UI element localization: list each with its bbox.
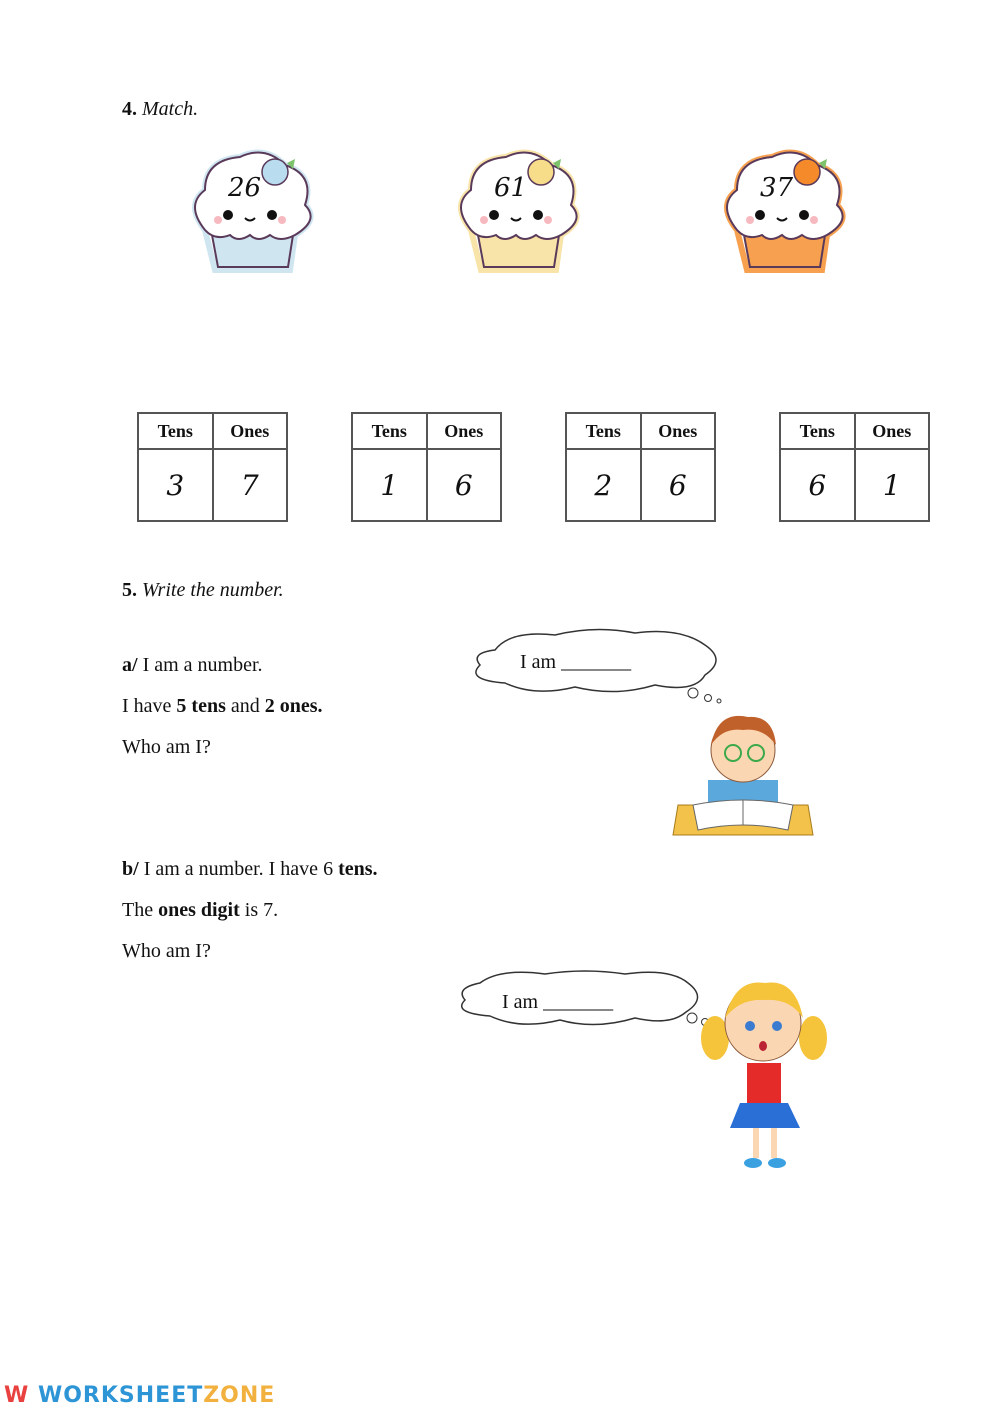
tens-header: Tens — [138, 413, 213, 449]
cupcake-number: 37 — [760, 173, 794, 203]
text-bold: 2 ones. — [264, 695, 323, 717]
riddle-b-line3: Who am I? — [122, 940, 211, 962]
place-value-table[interactable] — [779, 412, 930, 522]
tens-header: Tens — [352, 413, 427, 449]
tens-value: 6 — [780, 449, 855, 521]
tens-header: Tens — [780, 413, 855, 449]
ones-value: 6 — [427, 449, 502, 521]
question-number: 5. — [122, 579, 137, 601]
cupcake-card[interactable] — [712, 145, 852, 285]
riddle-b-line2 — [122, 899, 278, 922]
text: and — [225, 695, 265, 717]
question-5-heading — [122, 579, 284, 602]
cupcake-number: 61 — [494, 173, 528, 203]
riddle-label: b/ — [122, 858, 139, 880]
question-number: 4. — [122, 98, 137, 120]
text: I am a number. I have 6 — [138, 858, 339, 880]
worksheetzone-logo — [4, 1383, 275, 1408]
text-bold: 5 tens — [176, 695, 226, 717]
riddle-b-line1 — [122, 858, 378, 881]
logo-text: ZONE — [203, 1383, 276, 1408]
riddle-a-line1 — [122, 654, 263, 677]
ones-header: Ones — [855, 413, 930, 449]
answer-blank-b[interactable]: I am _______ — [502, 991, 614, 1013]
text-bold: tens. — [338, 858, 378, 880]
tens-value: 1 — [352, 449, 427, 521]
ones-value: 1 — [855, 449, 930, 521]
logo-w-icon: W — [4, 1383, 30, 1408]
ones-header: Ones — [213, 413, 288, 449]
cupcake-icon — [712, 145, 852, 285]
boy-reading-icon — [668, 705, 818, 840]
question-title: Write the number. — [142, 579, 284, 601]
text: I have — [122, 695, 177, 717]
answer-blank-a[interactable]: I am _______ — [520, 651, 632, 673]
ones-header: Ones — [427, 413, 502, 449]
ones-value: 6 — [641, 449, 716, 521]
text: is 7. — [239, 899, 279, 921]
question-4-heading — [122, 98, 198, 121]
place-value-table[interactable] — [137, 412, 288, 522]
ones-header: Ones — [641, 413, 716, 449]
riddle-a-line2 — [122, 695, 323, 718]
place-value-table[interactable] — [351, 412, 502, 522]
cupcake-icon — [180, 145, 320, 285]
tens-value: 2 — [566, 449, 641, 521]
riddle-text: I am a number. — [142, 654, 263, 676]
tens-header: Tens — [566, 413, 641, 449]
cupcake-icon — [446, 145, 586, 285]
cupcake-number: 26 — [228, 173, 262, 203]
cupcake-card[interactable] — [180, 145, 320, 285]
tens-value: 3 — [138, 449, 213, 521]
ones-value: 7 — [213, 449, 288, 521]
logo-text: WORKSHEET — [37, 1383, 204, 1408]
question-title: Match. — [142, 98, 199, 120]
riddle-a-line3: Who am I? — [122, 736, 211, 758]
cupcake-card[interactable] — [446, 145, 586, 285]
riddle-label: a/ — [122, 654, 138, 676]
text: The — [122, 899, 159, 921]
girl-thinking-icon — [695, 978, 835, 1178]
place-value-table[interactable] — [565, 412, 716, 522]
text-bold: ones digit — [158, 899, 240, 921]
